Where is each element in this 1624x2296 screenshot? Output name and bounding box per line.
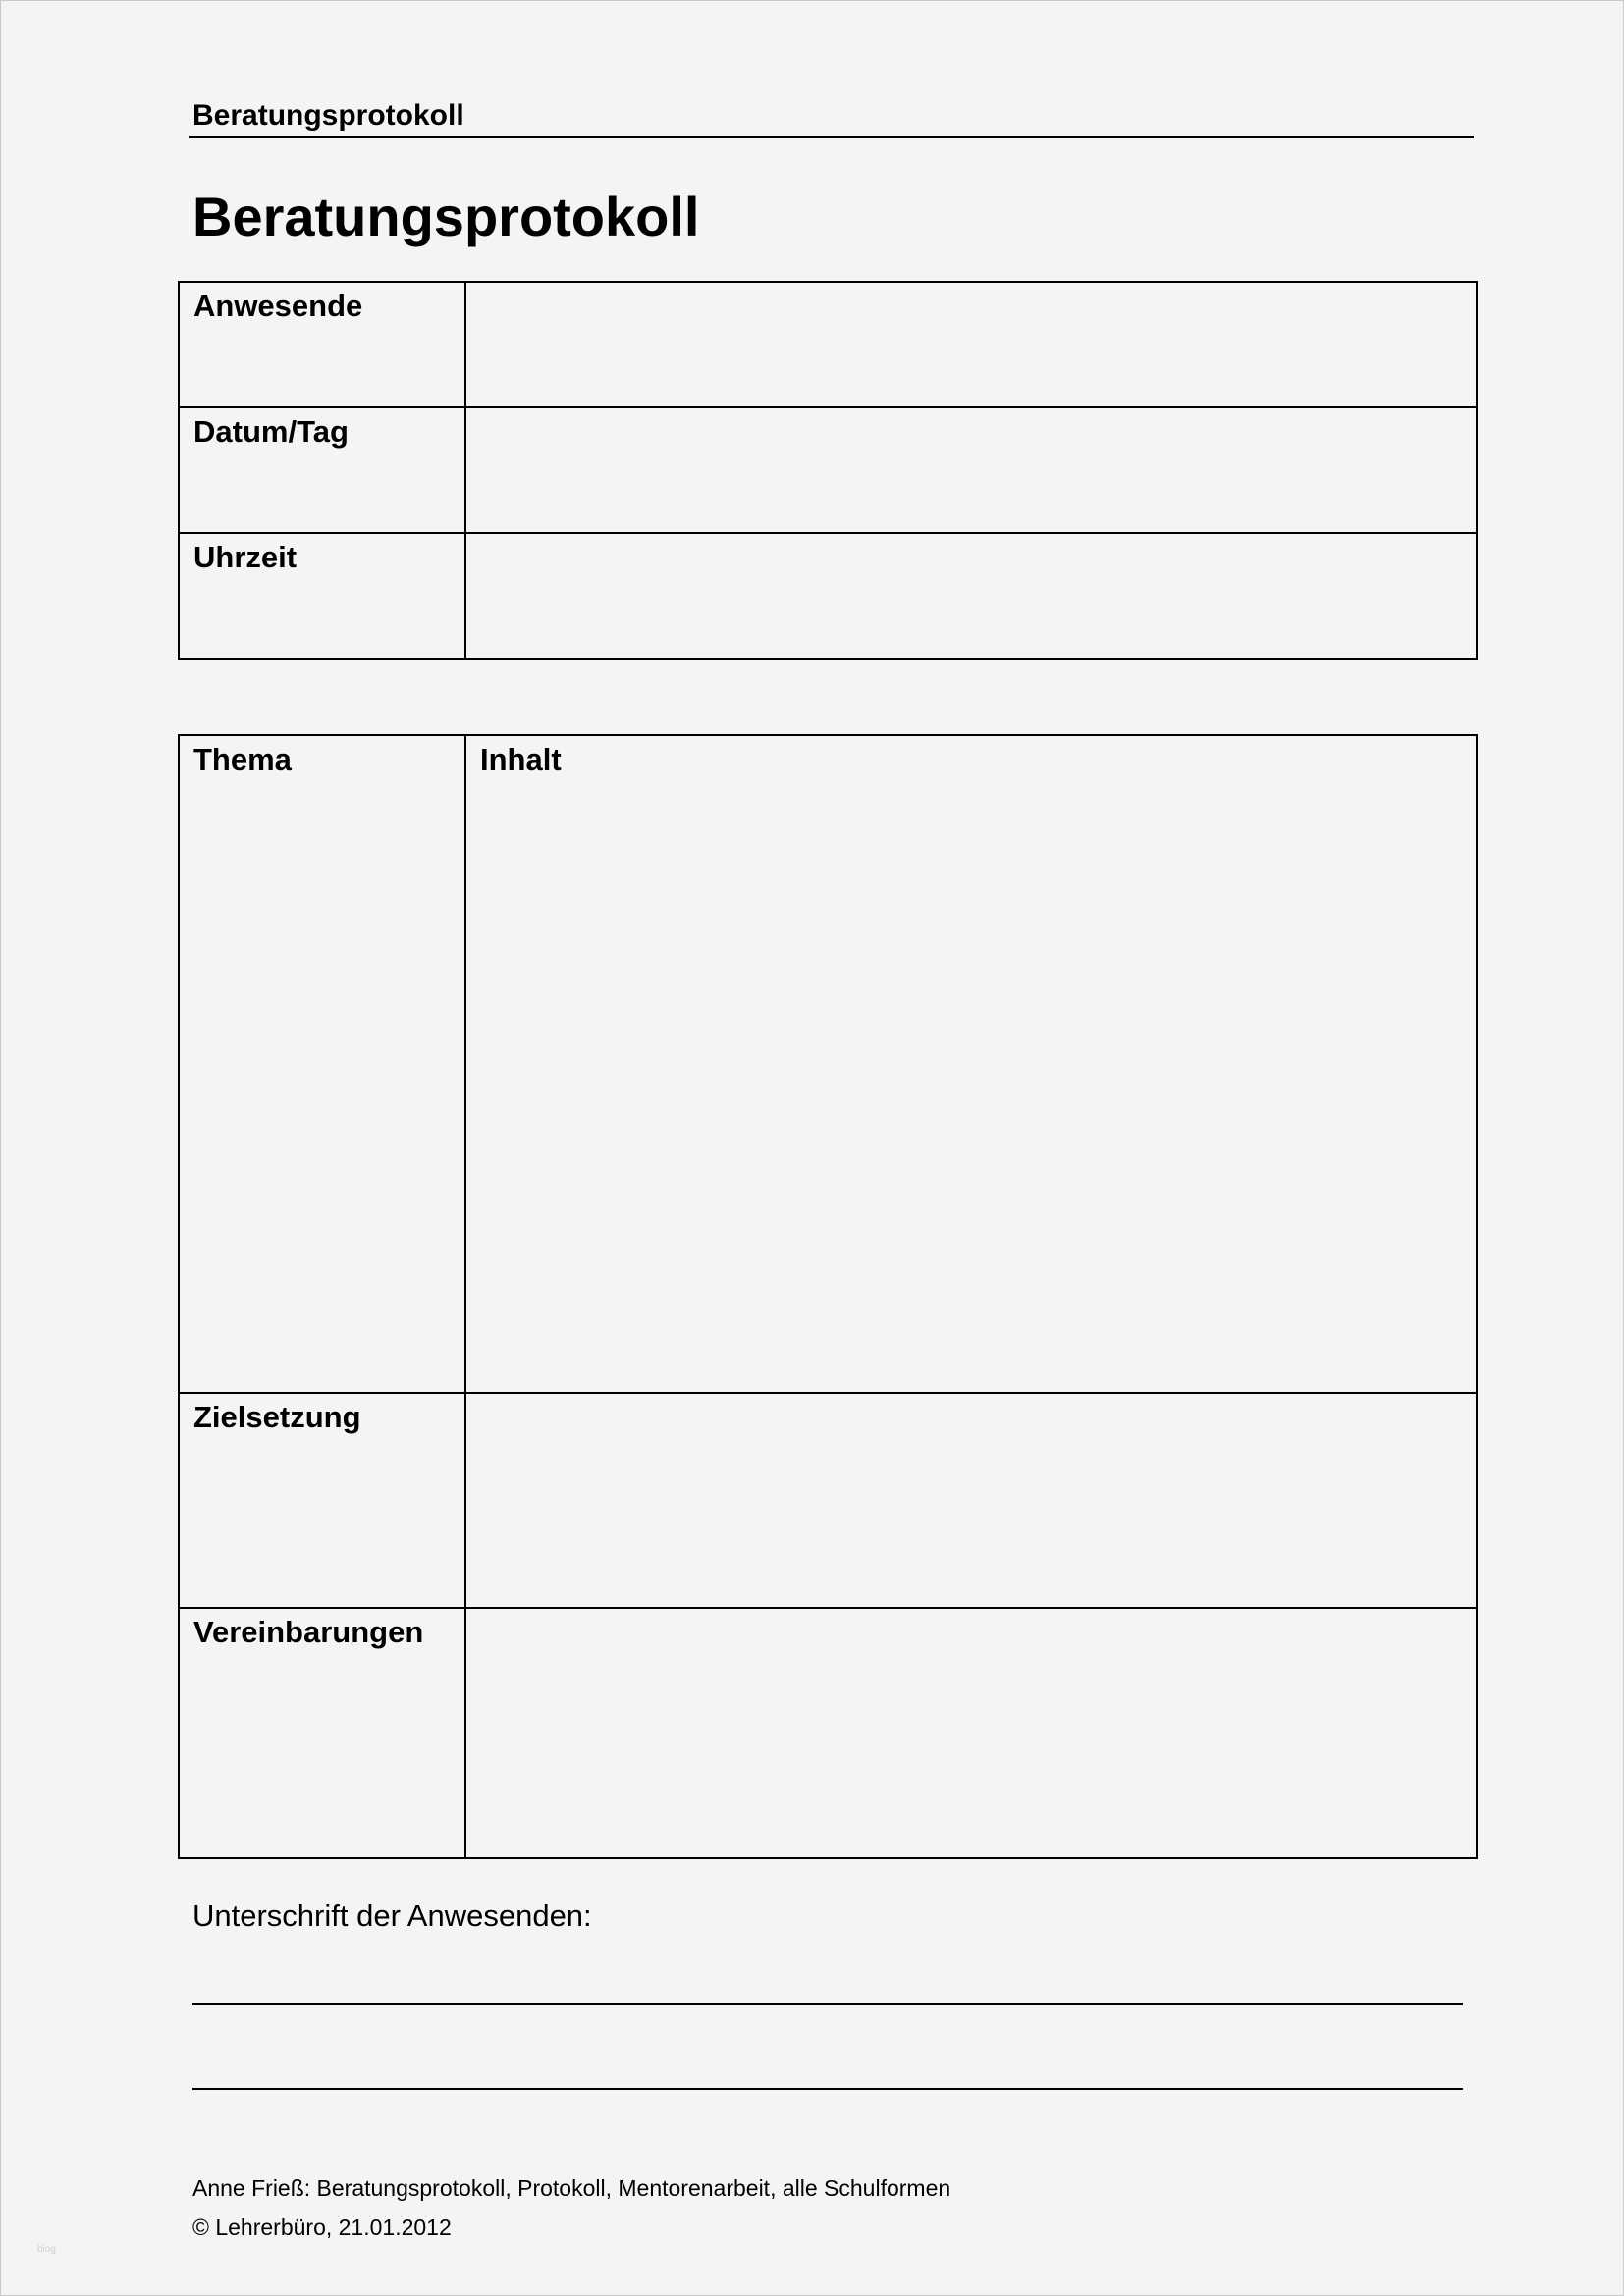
header-rule: [189, 136, 1474, 138]
inhalt-field[interactable]: [465, 735, 1477, 1393]
table-row-vereinbarungen: [179, 1608, 1477, 1858]
label-cell: [179, 1393, 465, 1608]
label-vereinbarungen: Vereinbarungen: [193, 1615, 424, 1649]
label-cell: [179, 1608, 465, 1858]
vereinbarungen-field[interactable]: [465, 1608, 1477, 1858]
signature-line-2[interactable]: [192, 2088, 1463, 2090]
signature-label: Unterschrift der Anwesenden:: [192, 1898, 592, 1933]
table-row-datum: [179, 407, 1477, 533]
watermark: blog: [37, 2244, 56, 2255]
label-cell: [179, 282, 465, 407]
table-row-zielsetzung: [179, 1393, 1477, 1608]
label-inhalt: Inhalt: [480, 742, 562, 776]
label-anwesende: Anwesende: [193, 289, 363, 323]
label-datum-tag: Datum/Tag: [193, 414, 349, 449]
table-row-thema: [179, 735, 1477, 1393]
datum-tag-field[interactable]: [465, 407, 1477, 533]
running-header: Beratungsprotokoll: [192, 99, 464, 132]
meta-table: [178, 281, 1478, 660]
signature-line-1[interactable]: [192, 2003, 1463, 2005]
label-cell: [179, 533, 465, 659]
footer-copyright-line: © Lehrerbüro, 21.01.2012: [192, 2215, 452, 2240]
uhrzeit-field[interactable]: [465, 533, 1477, 659]
label-uhrzeit: Uhrzeit: [193, 540, 298, 574]
zielsetzung-field[interactable]: [465, 1393, 1477, 1608]
table-row-anwesende: [179, 282, 1477, 407]
anwesende-field[interactable]: [465, 282, 1477, 407]
thema-field[interactable]: [179, 735, 465, 1393]
content-table: [178, 734, 1478, 1859]
footer-author-line: Anne Frieß: Beratungsprotokoll, Protokoll, Mentorenarbeit, alle Schulformen: [192, 2175, 951, 2201]
label-thema: Thema: [193, 742, 292, 776]
label-zielsetzung: Zielsetzung: [193, 1400, 361, 1434]
table-row-uhrzeit: [179, 533, 1477, 659]
document-title: Beratungsprotokoll: [192, 186, 700, 247]
label-cell: [179, 407, 465, 533]
